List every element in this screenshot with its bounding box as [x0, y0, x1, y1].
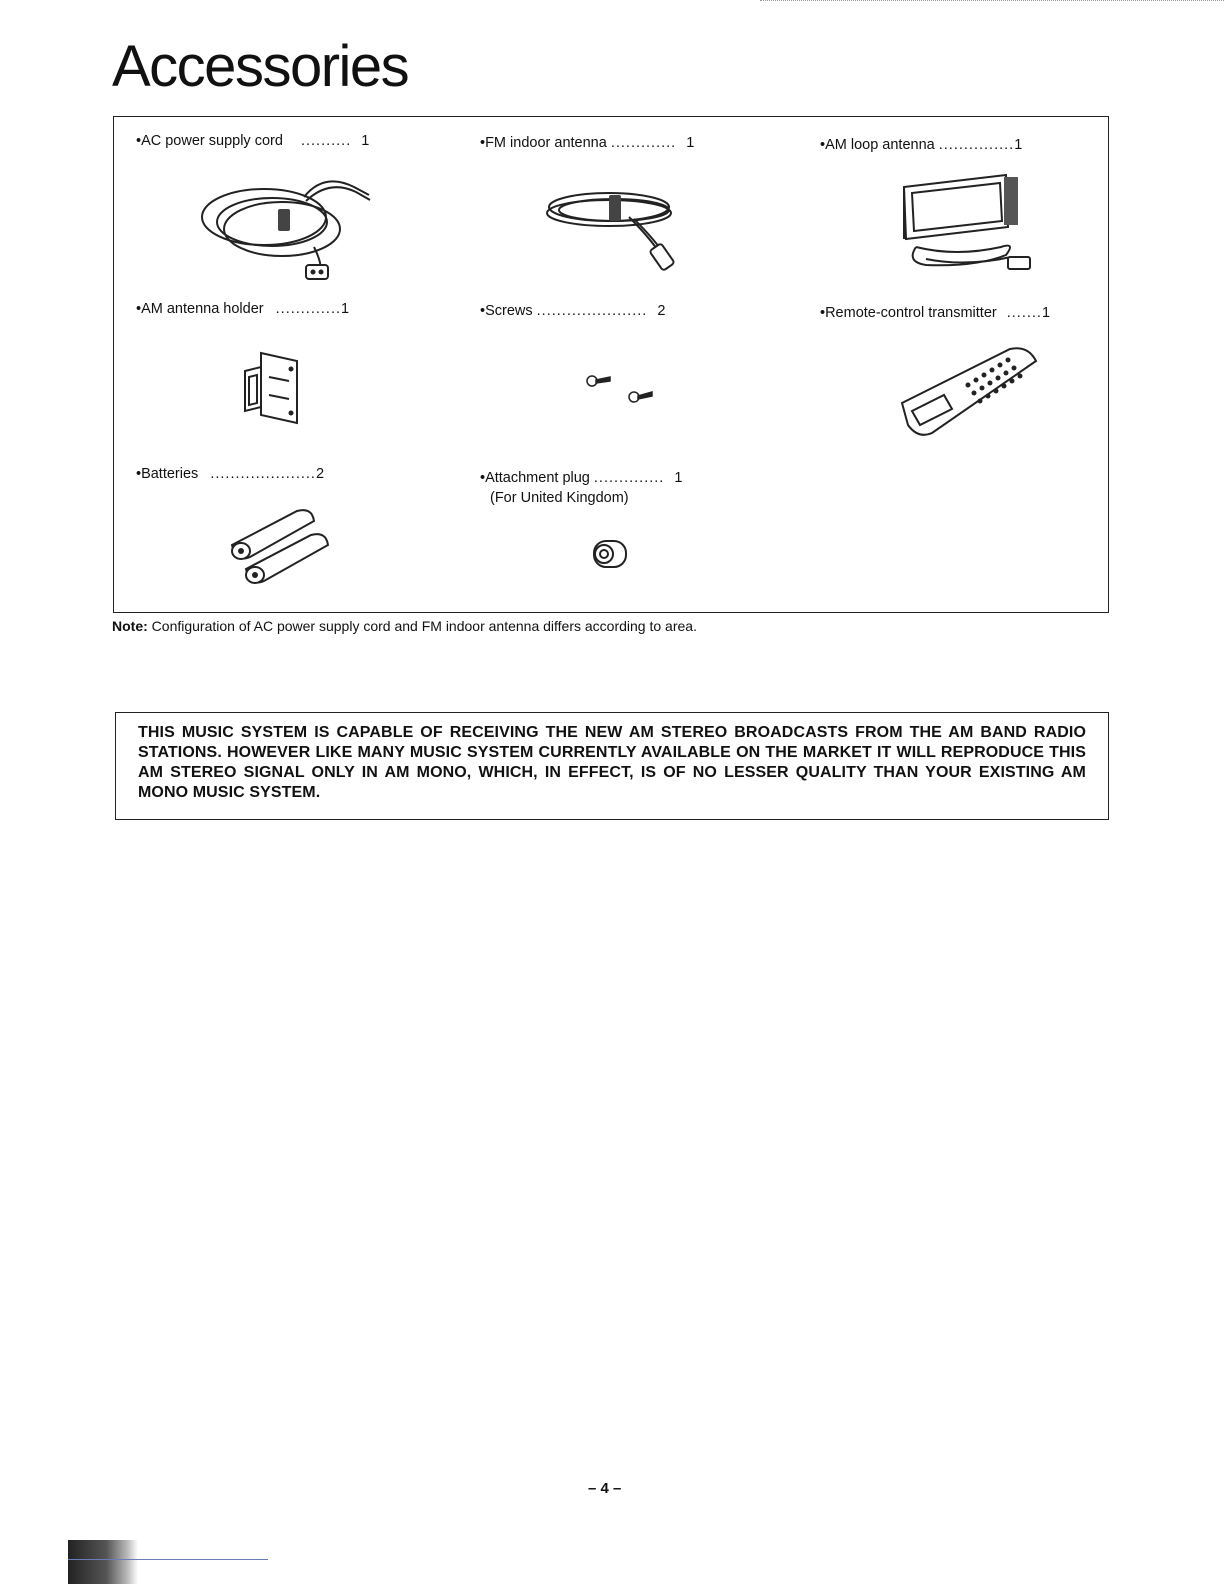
- accessories-box: [113, 116, 1109, 613]
- fm-antenna-icon: [539, 177, 699, 272]
- accessory-label: •AC power supply cord: [136, 133, 283, 149]
- screws-icon: [584, 369, 654, 409]
- accessory-label: •AM loop antenna: [820, 137, 935, 153]
- accessory-screws: •Screws ...................... 2: [480, 303, 666, 319]
- am-stereo-notice-box: [115, 712, 1109, 820]
- remote-control-icon: [898, 345, 1043, 440]
- accessory-am-loop-antenna: •AM loop antenna ...............1: [820, 137, 1023, 153]
- accessory-am-antenna-holder: •AM antenna holder .............1: [136, 301, 350, 317]
- accessory-qty: 1: [361, 133, 370, 149]
- scan-top-rule: [760, 0, 1224, 3]
- page-number: – 4 –: [588, 1480, 622, 1497]
- scan-artifact-line: [68, 1559, 268, 1560]
- accessory-label: •FM indoor antenna: [480, 135, 607, 151]
- power-cord-icon: [194, 167, 374, 282]
- accessory-fm-antenna: •FM indoor antenna ............. 1: [480, 135, 695, 151]
- note-text: Configuration of AC power supply cord and FM indoor antenna differs according to area.: [151, 618, 697, 634]
- accessory-label: •Screws: [480, 303, 533, 319]
- accessory-label: •Attachment plug: [480, 470, 590, 486]
- scan-artifact: [68, 1540, 138, 1584]
- accessory-remote-control: •Remote-control transmitter .......1: [820, 305, 1051, 321]
- antenna-holder-icon: [239, 347, 309, 427]
- am-loop-antenna-icon: [896, 167, 1036, 282]
- accessory-batteries: •Batteries .....................2: [136, 466, 325, 482]
- accessory-label: •Batteries: [136, 466, 199, 482]
- accessory-qty: 1: [686, 135, 695, 151]
- accessory-qty: 2: [315, 466, 325, 482]
- accessory-ac-power-cord: •AC power supply cord .......... 1: [136, 133, 370, 149]
- note-label: Note:: [112, 618, 148, 634]
- batteries-icon: [222, 505, 332, 585]
- accessory-qty: 1: [1014, 137, 1023, 153]
- note: [112, 618, 697, 634]
- accessory-sublabel: (For United Kingdom): [490, 490, 629, 506]
- accessory-qty: 1: [341, 301, 350, 317]
- am-stereo-notice-text: THIS MUSIC SYSTEM IS CAPABLE OF RECEIVING THE NEW AM STEREO BROADCASTS FROM THE AM BAND RADIO STATIONS. HOWEVER LIKE MANY MUSIC SYSTEM CURRENTLY AVAILABLE ON THE MARKET IT WILL REPRODUCE THIS AM STEREO SIGNAL ONLY IN AM MONO, WHICH, IN EFFECT, IS OF NO LESSER QUALITY THAN YOUR EXISTING AM MONO MUSIC SYSTEM.: [138, 724, 1086, 801]
- accessory-attachment-plug: •Attachment plug .............. 1 (For United Kingdom): [480, 470, 683, 506]
- accessory-qty: 2: [657, 303, 666, 319]
- attachment-plug-icon: [588, 537, 634, 571]
- page-title: Accessories: [112, 34, 409, 99]
- accessory-label: •Remote-control transmitter: [820, 305, 997, 321]
- accessory-qty: 1: [1041, 305, 1051, 321]
- accessory-qty: 1: [674, 470, 683, 486]
- accessory-label: •AM antenna holder: [136, 301, 264, 317]
